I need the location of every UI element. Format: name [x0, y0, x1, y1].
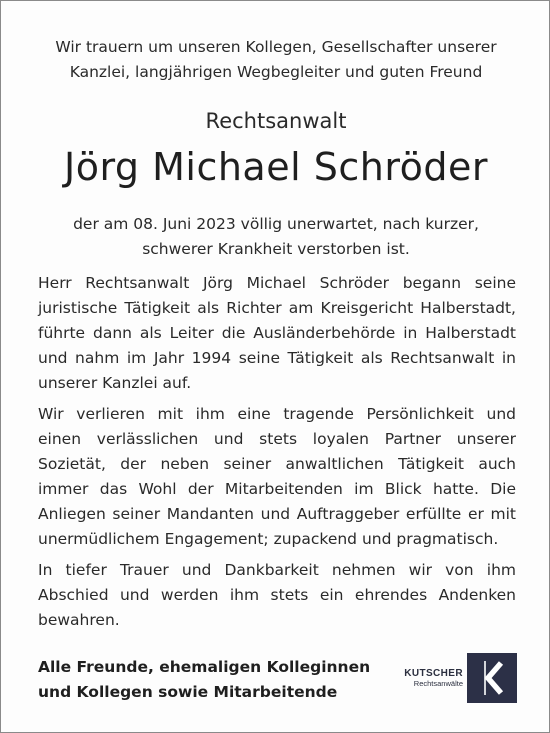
profession-title: Rechtsanwalt [205, 109, 347, 133]
tribute-paragraph [38, 402, 516, 552]
paragraph-line: juristische Tätigkeit als Richter am Kreisgericht Halberstadt, [38, 299, 516, 317]
death-notice-line: der am 08. Juni 2023 völlig unerwartet, nach kurzer, [73, 215, 479, 233]
paragraph-line: führte dann als Leiter die Ausländerbehörde in Halberstadt [38, 324, 516, 342]
paragraph-line: In tiefer Trauer und Dankbarkeit nehmen wir von ihm [38, 561, 516, 579]
paragraph-line: bewahren. [38, 611, 120, 629]
signature-line: und Kollegen sowie Mitarbeitende [38, 683, 338, 701]
deceased-name: Jörg Michael Schröder [64, 145, 488, 189]
paragraph-line: immer das Wohl der Mitarbeitenden im Blick hatte. Die [38, 480, 516, 498]
death-notice [1, 212, 550, 262]
intro-line: Wir trauern um unseren Kollegen, Gesellschafter unserer [55, 38, 497, 56]
firm-logo [381, 653, 517, 703]
biography-paragraph [38, 271, 516, 396]
logo-name: KUTSCHER [404, 668, 463, 679]
farewell-paragraph [38, 558, 516, 633]
signature-block [38, 655, 370, 705]
signature-line: Alle Freunde, ehemaligen Kolleginnen [38, 658, 371, 676]
logo-subtitle: Rechtsanwälte [413, 679, 463, 688]
k-chevron-logo-icon [467, 653, 517, 703]
logo-wordmark [404, 668, 463, 688]
intro-text [1, 35, 550, 85]
paragraph-line: Wir verlieren mit ihm eine tragende Persönlichkeit und [38, 405, 516, 423]
intro-line: Kanzlei, langjährigen Wegbegleiter und guten Freund [69, 63, 483, 81]
paragraph-line: einen verlässlichen und stets loyalen Partner unserer [38, 430, 516, 448]
paragraph-line: Sozietät, der neben seiner anwaltlichen Tätigkeit auch [38, 455, 516, 473]
paragraph-line: Herr Rechtsanwalt Jörg Michael Schröder begann seine [38, 274, 516, 292]
paragraph-line: und nahm im Jahr 1994 seine Tätigkeit als Rechtsanwalt in [38, 349, 516, 367]
paragraph-line: Abschied und werden ihm stets ein ehrendes Andenken [38, 586, 516, 604]
paragraph-line: unermüdlichem Engagement; zupackend und pragmatisch. [38, 530, 499, 548]
death-notice-line: schwerer Krankheit verstorben ist. [142, 240, 410, 258]
paragraph-line: unserer Kanzlei auf. [38, 374, 192, 392]
paragraph-line: Anliegen seiner Mandanten und Auftraggeber erfüllte er mit [38, 505, 516, 523]
